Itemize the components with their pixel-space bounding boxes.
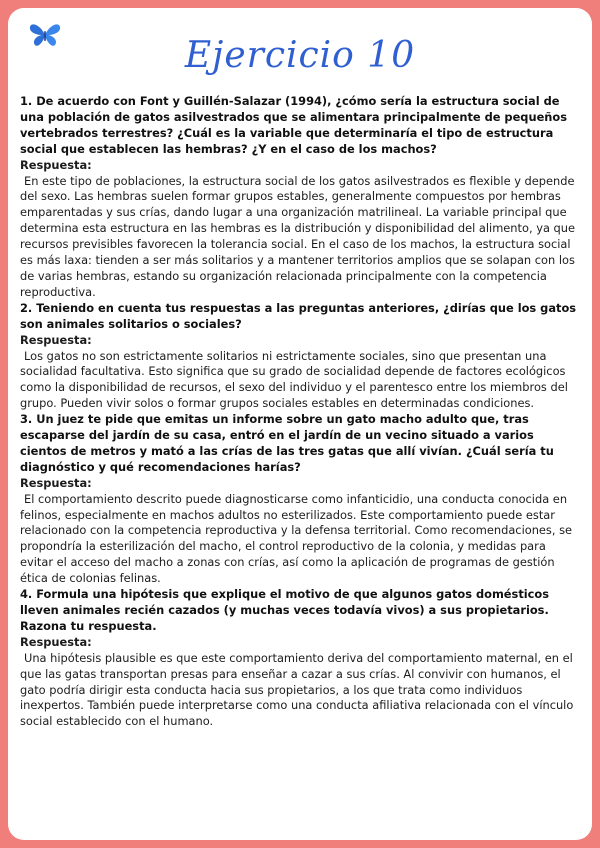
page-title: Ejercicio 10 — [184, 35, 416, 76]
question-text: 1. De acuerdo con Font y Guillén-Salazar (1994), ¿cómo sería la estructura social de una población de gatos asilvestrados que se alimentara principalmente de pequeños vertebrados terrestres? ¿Cuál es la variable que determinaría el tipo de estructura social que establecen las hembras? ¿Y en el caso de los machos? — [20, 94, 568, 156]
answer-text: El comportamiento descrito puede diagnosticarse como infanticidio, una conducta conocida en felinos, especialmente en machos adultos no esterilizados. Este comportamiento puede estar relacionado con la competencia reproductiva y la defensa territorial. Como recomendaciones, se propondría la esterilización del macho, el control reproductivo de la colonia, y medidas para evitar el acceso del macho a zonas con crías, así como la aplicación de programas de gestión ética de colonias felinas. — [20, 491, 573, 586]
answer-text: En este tipo de poblaciones, la estructura social de los gatos asilvestrados es flexible y depende del sexo. Las hembras suelen formar grupos estables, generalmente compuestos por hembras emparentadas y sus crías, dando lugar a una organización matrilineal. La variable principal que determina esta estructura en las hembras es la distribución y disponibilidad del alimento, ya que recursos previsibles favorecen la tolerancia social. En el caso de los machos, la estructura social es más laxa: tienden a ser más solitarios y a mantener territorios amplios que se solapan con los de varias hembras, estando su organización relacionada principalmente con la competencia reproductiva. — [20, 173, 575, 299]
answer-label: Respuesta: — [20, 332, 92, 347]
question-block-2 — [20, 301, 582, 412]
question-text: 4. Formula una hipótesis que explique el motivo de que algunos gatos domésticos lleven animales recién cazados (y muchas veces todavía vivos) a sus propietarios. Razona tu respuesta. — [20, 587, 550, 633]
answer-text: Los gatos no son estrictamente solitarios ni estrictamente sociales, sino que presentan una socialidad facultativa. Esto significa que su grado de socialidad depende de factores ecológicos como la disponibilidad de recursos, el sexo del individuo y el parentesco entre los miembros del grupo. Pueden vivir solos o formar grupos sociales estables en determinadas condiciones. — [20, 348, 568, 411]
answer-label: Respuesta: — [20, 475, 92, 490]
question-block-1 — [20, 94, 582, 301]
answer-text: Una hipótesis plausible es que este comportamiento deriva del comportamiento maternal, en el que las gatas transportan presas para enseñar a cazar a sus crías. Al convivir con humanos, el gato podría dirigir esta conducta hacia sus propietarios, a los que trata como individuos inexpertos. También puede interpretarse como una conducta afiliativa relacionada con el vínculo social establecido con el humano. — [20, 650, 574, 729]
worksheet-page — [8, 8, 592, 840]
question-text: 3. Un juez te pide que emitas un informe sobre un gato macho adulto que, tras escaparse del jardín de su casa, entró en el jardín de un vecino situado a varios cientos de metros y mató a las crías de las tres gatas que allí vivían. ¿Cuál sería tu diagnóstico y qué recomendaciones harías? — [20, 412, 554, 474]
question-text: 2. Teniendo en cuenta tus respuestas a las preguntas anteriores, ¿dirías que los gatos son animales solitarios o sociales? — [20, 300, 577, 331]
answer-label: Respuesta: — [20, 157, 92, 172]
question-block-3 — [20, 412, 582, 587]
question-block-4 — [20, 587, 582, 730]
exercise-content — [20, 94, 582, 730]
answer-label: Respuesta: — [20, 634, 92, 649]
